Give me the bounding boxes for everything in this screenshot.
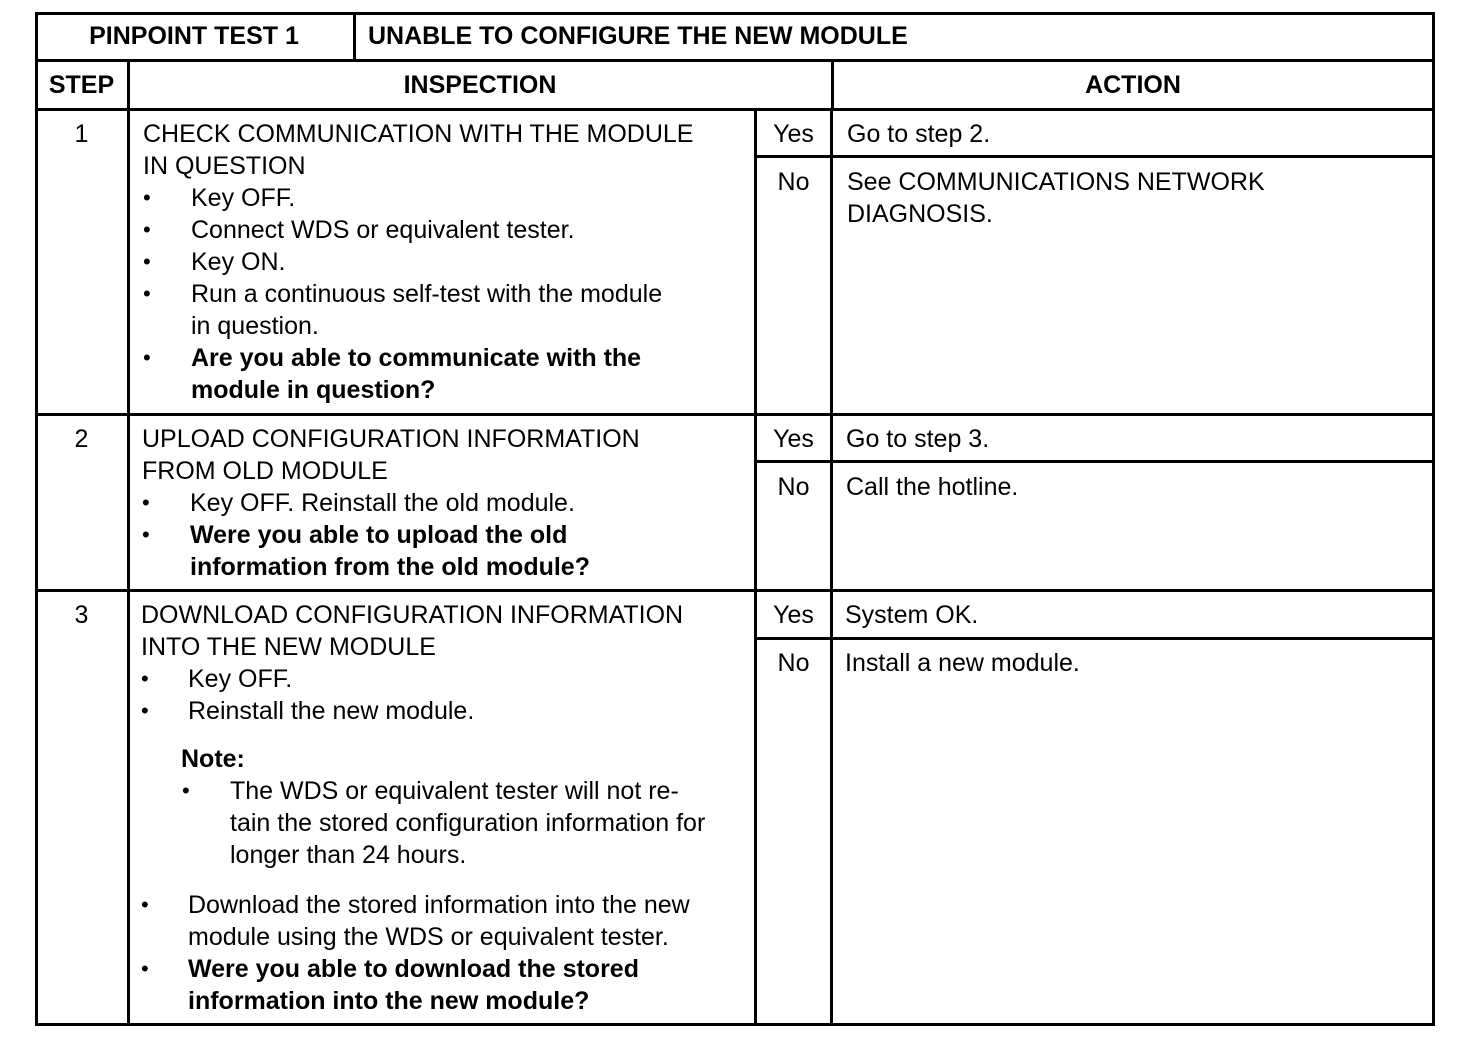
bullet: • bbox=[143, 249, 151, 274]
yes-label: Yes bbox=[773, 601, 814, 629]
pinpoint-test-table bbox=[35, 12, 1435, 1026]
inspection-item: Key OFF. bbox=[191, 184, 296, 212]
no-action: Call the hotline. bbox=[846, 473, 1019, 501]
divider bbox=[127, 60, 130, 1026]
yes-action: System OK. bbox=[845, 601, 979, 629]
bullet: • bbox=[141, 698, 149, 723]
bullet: • bbox=[143, 345, 151, 370]
divider bbox=[755, 460, 1435, 463]
column-header-step: STEP bbox=[48, 71, 115, 99]
divider bbox=[755, 155, 1435, 158]
no-label: No bbox=[777, 168, 810, 196]
test-id: PINPOINT TEST 1 bbox=[89, 22, 299, 50]
bullet: • bbox=[141, 956, 149, 981]
step-number: 2 bbox=[74, 425, 89, 453]
inspection-item: Run a continuous self-test with the module in question. bbox=[191, 280, 663, 340]
bullet: • bbox=[141, 666, 149, 691]
inspection-item: Reinstall the new module. bbox=[188, 697, 475, 725]
step-number: 3 bbox=[74, 601, 89, 629]
test-title: UNABLE TO CONFIGURE THE NEW MODULE bbox=[368, 22, 908, 50]
yes-label: Yes bbox=[773, 425, 814, 453]
step-title: DOWNLOAD CONFIGURATION INFORMATION INTO THE NEW MODULE bbox=[141, 601, 684, 661]
divider bbox=[754, 109, 757, 1026]
yes-action: Go to step 2. bbox=[847, 120, 991, 148]
bullet: • bbox=[143, 217, 151, 242]
inspection-question: Were you able to upload the old information from the old module? bbox=[190, 521, 590, 581]
divider bbox=[830, 109, 833, 1026]
step-title: UPLOAD CONFIGURATION INFORMATION FROM OLD MODULE bbox=[142, 425, 640, 485]
divider bbox=[353, 12, 356, 60]
divider bbox=[755, 637, 1435, 640]
inspection-question: Are you able to communicate with the module in question? bbox=[191, 344, 642, 404]
bullet: • bbox=[143, 185, 151, 210]
inspection-item: Key ON. bbox=[191, 248, 286, 276]
divider bbox=[35, 108, 1435, 111]
note-text: The WDS or equivalent tester will not re- tain the stored configuration information for longer than 24 hours. bbox=[230, 777, 706, 869]
no-action: See COMMUNICATIONS NETWORK DIAGNOSIS. bbox=[847, 168, 1265, 228]
inspection-item: Key OFF. bbox=[188, 665, 293, 693]
bullet: • bbox=[143, 281, 151, 306]
column-header-inspection: INSPECTION bbox=[403, 71, 557, 99]
no-label: No bbox=[777, 473, 810, 501]
divider bbox=[35, 59, 1435, 62]
inspection-item: Connect WDS or equivalent tester. bbox=[191, 216, 575, 244]
bullet: • bbox=[182, 778, 190, 803]
bullet: • bbox=[141, 892, 149, 917]
bullet: • bbox=[142, 522, 150, 547]
divider bbox=[35, 589, 1435, 592]
inspection-question: Were you able to download the stored information into the new module? bbox=[188, 955, 639, 1015]
inspection-item: Download the stored information into the new module using the WDS or equivalent tester. bbox=[188, 891, 690, 951]
inspection-item: Key OFF. Reinstall the old module. bbox=[190, 489, 575, 517]
divider bbox=[35, 413, 1435, 416]
bullet: • bbox=[142, 490, 150, 515]
note-label: Note: bbox=[181, 745, 245, 773]
no-label: No bbox=[777, 649, 810, 677]
step-number: 1 bbox=[74, 120, 89, 148]
yes-label: Yes bbox=[773, 120, 814, 148]
step-title: CHECK COMMUNICATION WITH THE MODULE IN QUESTION bbox=[143, 120, 694, 180]
no-action: Install a new module. bbox=[845, 649, 1080, 677]
yes-action: Go to step 3. bbox=[846, 425, 990, 453]
column-header-action: ACTION bbox=[1085, 71, 1181, 99]
